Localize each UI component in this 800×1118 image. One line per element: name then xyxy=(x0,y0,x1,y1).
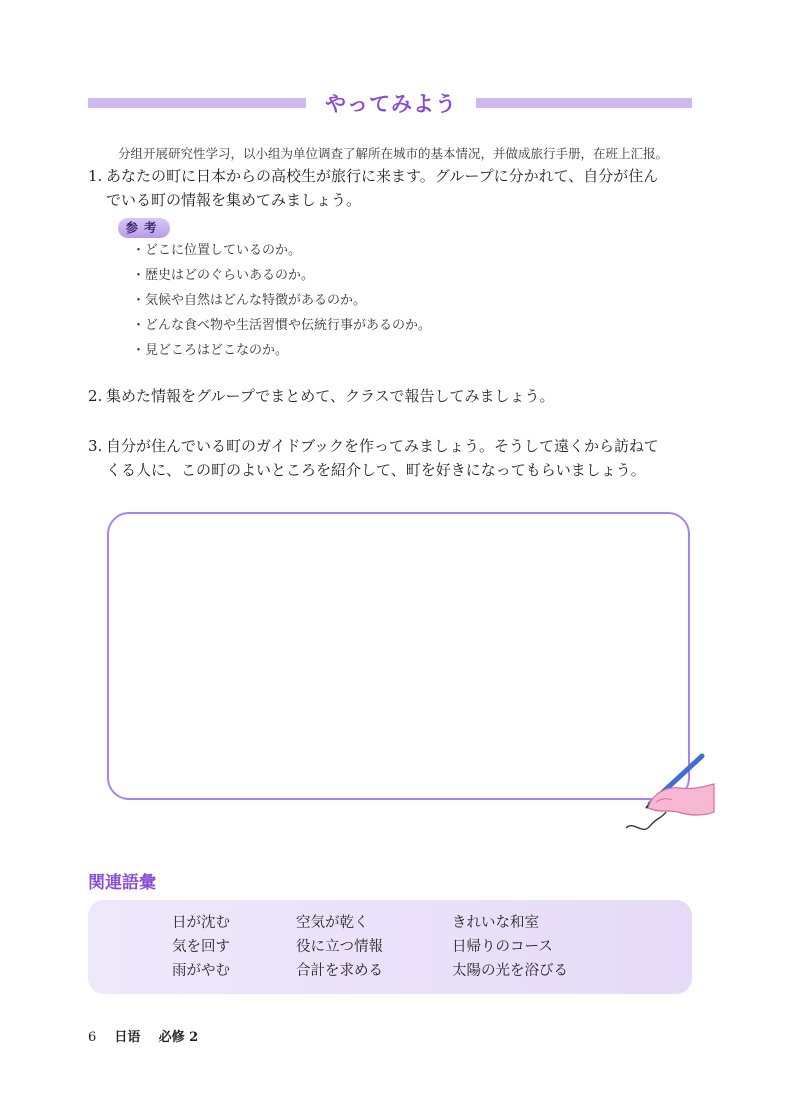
vocabulary-column xyxy=(296,911,383,983)
header-band-right xyxy=(476,98,692,108)
vocab-item: 合計を求める xyxy=(296,963,383,979)
header-band-left xyxy=(88,98,306,108)
page-number: 6 xyxy=(88,1030,97,1045)
vocabulary-column xyxy=(452,911,568,983)
task-number: 3. xyxy=(88,437,103,455)
list-item: ・ 歴史はどのぐらいあるのか。 xyxy=(132,263,431,288)
task-3 xyxy=(88,434,700,482)
vocab-item: 雨がやむ xyxy=(172,963,230,979)
vocab-item: 太陽の光を浴びる xyxy=(452,963,568,979)
task-text: 自分が住んでいる町のガイドブックを作ってみましょう。そうして遠くから訪ねて xyxy=(106,437,659,455)
vocab-item: 気を回す xyxy=(172,939,230,955)
task-2 xyxy=(88,384,700,408)
vocab-item: 役に立つ情報 xyxy=(296,939,383,955)
intro-text: 分组开展研究性学习，以小组为单位调查了解所在城市的基本情况，并做成旅行手册，在班上汇报。 xyxy=(118,146,669,161)
list-item: ・ 気候や自然はどんな特徴があるのか。 xyxy=(132,288,431,313)
task-text: 集めた情報をグループでまとめて、クラスで報告してみましょう。 xyxy=(106,387,555,405)
task-text-continued: でいる町の情報を集めてみましょう。 xyxy=(106,191,362,209)
task-text: あなたの町に日本からの高校生が旅行に来ます。グループに分かれて、自分が住ん xyxy=(106,167,659,185)
page-footer xyxy=(88,1026,212,1045)
task-number: 2. xyxy=(88,387,103,405)
task-number: 1. xyxy=(88,167,103,185)
section-title: やってみよう xyxy=(325,92,457,116)
list-item: ・ どこに位置しているのか。 xyxy=(132,238,431,263)
vocab-item: 日が沈む xyxy=(172,915,230,931)
book-title: 日语 xyxy=(114,1030,141,1045)
vocab-item: 空気が乾く xyxy=(296,915,369,931)
vocab-item: きれいな和室 xyxy=(452,915,539,931)
writing-frame[interactable] xyxy=(107,512,690,800)
hand-writing-icon xyxy=(608,750,718,836)
vocabulary-column xyxy=(172,911,230,983)
task-1 xyxy=(88,164,700,212)
task-text-continued: くる人に、この町のよいところを紹介して、町を好きになってもらいましょう。 xyxy=(106,461,646,479)
reference-badge: 参考 xyxy=(118,218,170,238)
book-volume: 必修 2 xyxy=(158,1030,199,1045)
list-item: ・ どんな食べ物や生活習慣や伝統行事があるのか。 xyxy=(132,313,431,338)
reference-list xyxy=(132,238,431,363)
list-item: ・ 見どころはどこなのか。 xyxy=(132,338,431,363)
vocab-item: 日帰りのコース xyxy=(452,939,553,955)
vocabulary-title: 関連語彙 xyxy=(88,873,156,893)
